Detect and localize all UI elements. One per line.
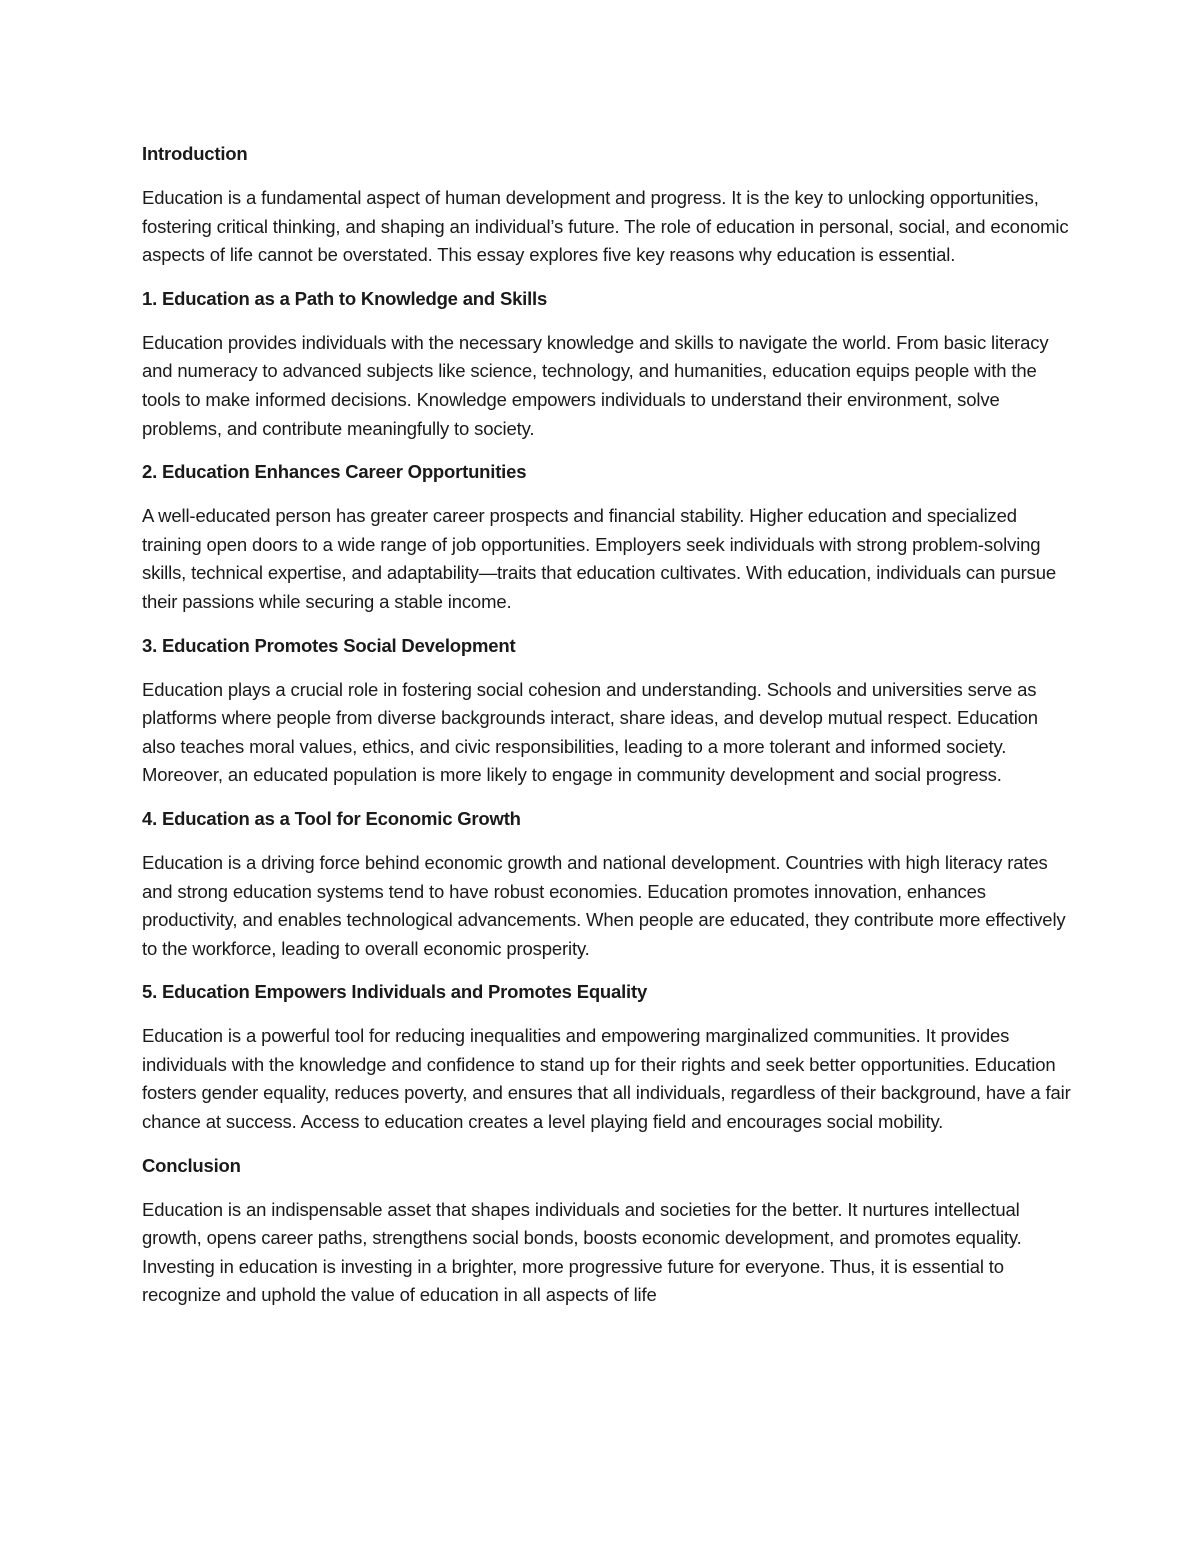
section-3-paragraph: Education plays a crucial role in fostering social cohesion and understanding. Schools and universities serve as platforms where people from diverse backgrounds interact, share ideas, and develop mutual respect. Education also teaches moral values, ethics, and civic responsibilities, leading to a more tolerant and informed society. Moreover, an educated population is more likely to engage in community development and social progress. [142,678,1038,786]
section-5-heading: 5. Education Empowers Individuals and Promotes Equality [142,981,648,1003]
section-4-heading: 4. Education as a Tool for Economic Growth [142,807,521,829]
section-1-paragraph: Education provides individuals with the necessary knowledge and skills to navigate the world. From basic literacy and numeracy to advanced subjects like science, technology, and humanities, education equips people with the tools to make informed decisions. Knowledge empowers individuals to understand their environment, solve problems, and contribute meaningfully to society. [142,331,1049,439]
section-2-heading: 2. Education Enhances Career Opportunities [142,461,527,483]
section-3-heading: 3. Education Promotes Social Development [142,634,516,656]
section-2-paragraph: A well-educated person has greater career prospects and financial stability. Higher education and specialized training open doors to a wide range of job opportunities. Employers seek individuals with strong problem-solving skills, technical expertise, and adaptability—traits that education cultivates. With education, individuals can pursue their passions while securing a stable income. [142,505,1056,612]
conclusion-paragraph: Education is an indispensable asset that shapes individuals and societies for the better. It nurtures intellectual growth, opens career paths, strengthens social bonds, boosts economic development, and promotes equality. Investing in education is investing in a brighter, more progressive future for everyone. Thus, it is essential to recognize and uphold the value of education in all aspects of life [142,1198,1022,1306]
section-4-paragraph: Education is a driving force behind economic growth and national development. Countries with high literacy rates and strong education systems tend to have robust economies. Education promotes innovation, enhances productivity, and enables technological advancements. When people are educated, they contribute more effectively to the workforce, leading to overall economic prosperity. [142,851,1066,959]
conclusion-heading: Conclusion [142,1154,241,1176]
introduction-heading: Introduction [142,143,248,164]
document-page [142,140,1072,1325]
introduction-paragraph: Education is a fundamental aspect of human development and progress. It is the key to unlocking opportunities, fostering critical thinking, and shaping an individual’s future. The role of education in personal, social, and economic aspects of life cannot be overstated. This essay explores five key reasons why education is essential. [142,187,1069,266]
section-5-paragraph: Education is a powerful tool for reducing inequalities and empowering marginalized communities. It provides individuals with the knowledge and confidence to stand up for their rights and seek better opportunities. Education fosters gender equality, reduces poverty, and ensures that all individuals, regardless of their background, have a fair chance at success. Access to education creates a level playing field and encourages social mobility. [142,1025,1071,1133]
section-1-heading: 1. Education as a Path to Knowledge and Skills [142,287,548,309]
